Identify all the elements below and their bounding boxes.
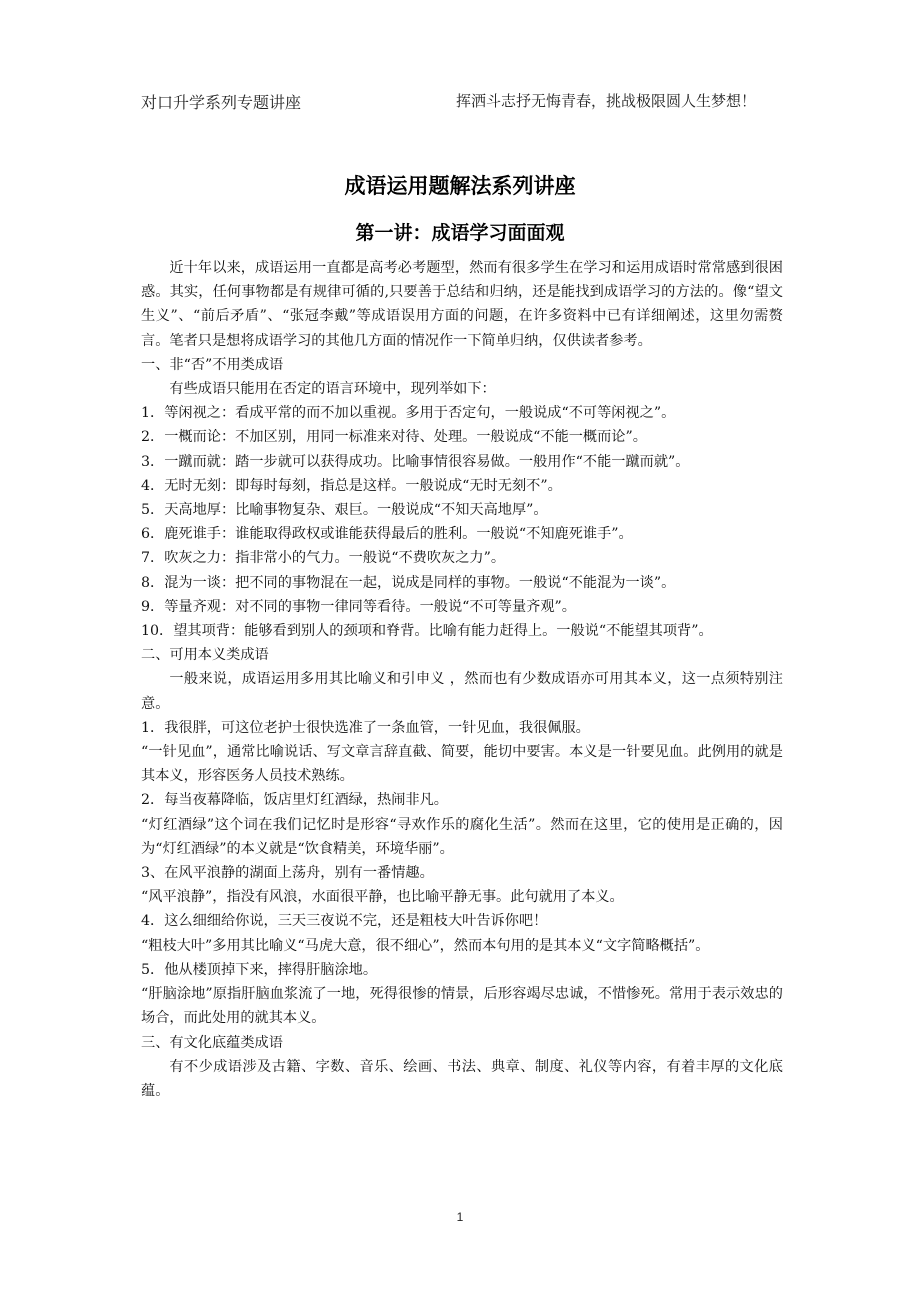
section-2-lead: 一般来说，成语运用多用其比喻义和引申义 ，然而也有少数成语亦可用其本义，这一点须特别注意。 xyxy=(141,671,783,712)
section-1-heading: 一、非“否”不用类成语 xyxy=(141,356,284,373)
header-right: 挥洒斗志抒无悔青春，挑战极限圆人生梦想！ xyxy=(456,92,757,110)
section-2-heading: 二、可用本义类成语 xyxy=(141,647,269,664)
intro-paragraph: 近十年以来，成语运用一直都是高考必考题型，然而有很多学生在学习和运用成语时常常感到很困惑。其实，任何事物都是有规律可循的,只要善于总结和归纳，还是能找到成语学习的方法的。像“望文生义”、“前后矛盾”、“张冠李戴”等成语误用方面的问题，在许多资料中已有详细阐述，这里勿需赘言。笔者只是想将成语学习的其他几方面的情况作一下简单归纳，仅供读者参考。 xyxy=(141,260,783,349)
list-item: 9．等量齐观：对不同的事物一律同等看待。一般说“不可等量齐观”。 xyxy=(141,598,576,615)
example-sentence: 2．每当夜幕降临，饭店里灯红酒绿，热闹非凡。 xyxy=(141,792,448,809)
section-1-lead: 有些成语只能用在否定的语言环境中，现列举如下： xyxy=(169,381,496,398)
page-number: 1 xyxy=(456,1210,464,1224)
example-explanation: “一针见血”，通常比喻说话、写文章言辞直截、简要，能切中要害。本义是一针要见血。此例用的就是其本义，形容医务人员技术熟练。 xyxy=(141,744,783,785)
example-sentence: 5．他从楼顶掉下来，摔得肝脑涂地。 xyxy=(141,961,378,978)
example-explanation: “粗枝大叶”多用其比喻义“马虎大意，很不细心”，然而本句用的是其本义“文字简略概括”。 xyxy=(141,937,710,954)
list-item: 5．天高地厚：比喻事物复杂、艰巨。一般说成“不知天高地厚”。 xyxy=(141,502,548,519)
list-item: 3．一蹴而就：踏一步就可以获得成功。比喻事情很容易做。一般用作“不能一蹴而就”。 xyxy=(141,453,690,470)
list-item: 2．一概而论：不加区别，用同一标准来对待、处理。一般说成“不能一概而论”。 xyxy=(141,429,647,446)
example-sentence: 1．我很胖，可这位老护士很快选准了一条血管，一针见血，我很佩服。 xyxy=(141,719,590,736)
example-explanation: “肝脑涂地”原指肝脑血浆流了一地，死得很惨的情景，后形容竭尽忠诚，不惜惨死。常用于表示效忠的场合，而此处用的就其本义。 xyxy=(141,986,783,1027)
document-body xyxy=(141,256,783,1103)
document-title: 成语运用题解法系列讲座 xyxy=(344,174,576,198)
list-item: 7．吹灰之力：指非常小的气力。一般说“不费吹灰之力”。 xyxy=(141,550,506,567)
example-explanation: “灯红酒绿”这个词在我们记忆时是形容“寻欢作乐的腐化生活”。然而在这里，它的使用是正确的，因为“灯红酒绿”的本义就是“饮食精美，环境华丽”。 xyxy=(141,816,783,857)
example-sentence: 3、在风平浪静的湖面上荡舟，别有一番情趣。 xyxy=(141,865,434,882)
list-item: 10．望其项背：能够看到别人的颈项和脊背。比喻有能力赶得上。一般说“不能望其项背”。 xyxy=(141,623,713,640)
example-sentence: 4．这么细细给你说，三天三夜说不完，还是粗枝大叶告诉你吧！ xyxy=(141,913,548,930)
list-item: 6．鹿死谁手：谁能取得政权或谁能获得最后的胜利。一般说“不知鹿死谁手”。 xyxy=(141,526,633,543)
lecture-subtitle: 第一讲：成语学习面面观 xyxy=(355,222,565,244)
header-left: 对口升学系列专题讲座 xyxy=(141,93,302,112)
list-item: 8．混为一谈：把不同的事物混在一起，说成是同样的事物。一般说“不能混为一谈”。 xyxy=(141,574,676,591)
section-3-heading: 三、有文化底蕴类成语 xyxy=(141,1034,283,1051)
section-3-lead: 有不少成语涉及古籍、字数、音乐、绘画、书法、典章、制度、礼仪等内容，有着丰厚的文化底蕴。 xyxy=(141,1058,783,1099)
example-explanation: “风平浪静”，指没有风浪，水面很平静，也比喻平静无事。此句就用了本义。 xyxy=(141,889,624,906)
list-item: 1．等闲视之：看成平常的而不加以重视。多用于否定句，一般说成“不可等闲视之”。 xyxy=(141,405,676,422)
list-item: 4．无时无刻：即每时每刻，指总是这样。一般说成“无时无刻不”。 xyxy=(141,477,562,494)
